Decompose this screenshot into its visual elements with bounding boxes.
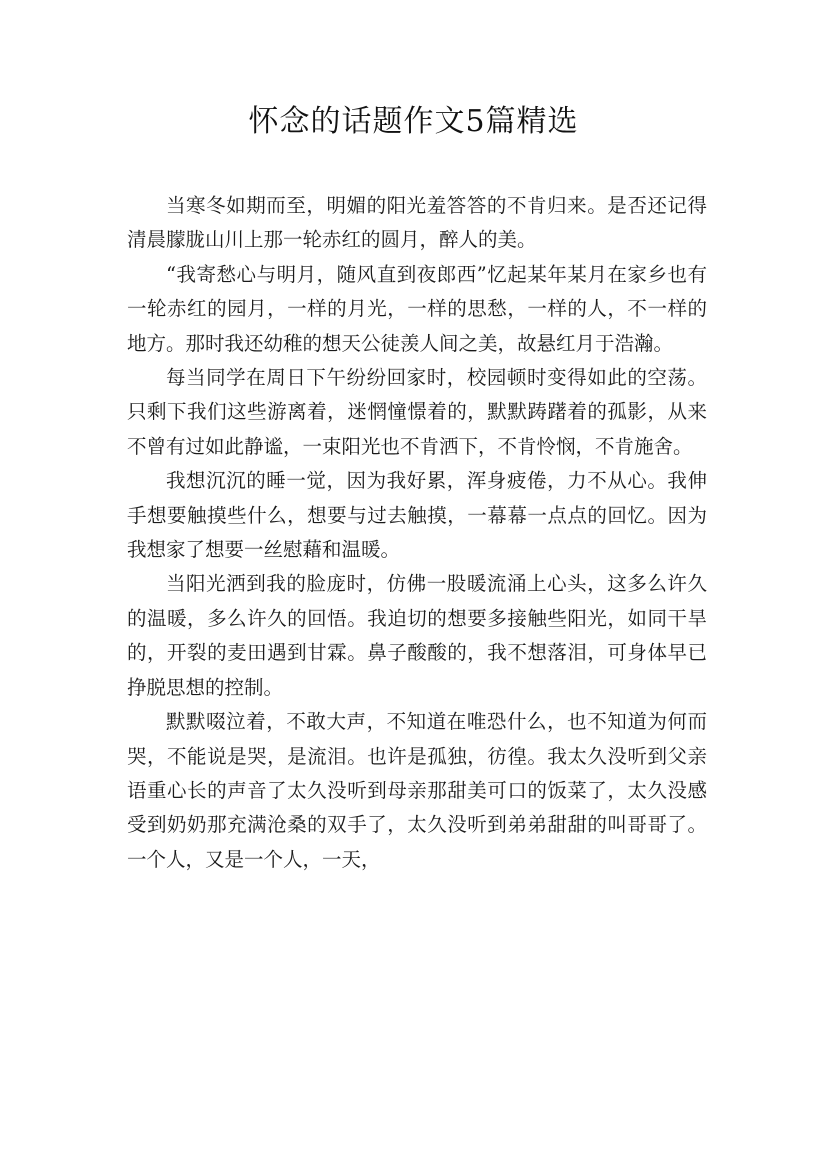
paragraph-5: 当阳光洒到我的脸庞时，仿佛一股暖流涌上心头，这多么许久的温暖，多么许久的回悟。我迫切的想要多接触些阳光，如同干旱的，开裂的麦田遇到甘霖。鼻子酸酸的，我不想落泪，可身体早已挣脱思想的控制。 — [127, 572, 707, 699]
paragraph-4: 我想沉沉的睡一觉，因为我好累，浑身疲倦，力不从心。我伸手想要触摸些什么，想要与过去触摸，一幕幕一点点的回忆。因为我想家了想要一丝慰藉和温暖。 — [127, 469, 707, 562]
paragraph-3: 每当同学在周日下午纷纷回家时，校园顿时变得如此的空荡。只剩下我们这些游离着，迷惘憧憬着的，默默踌躇着的孤影，从来不曾有过如此静谧，一束阳光也不肯洒下，不肯怜悯，不肯施舍。 — [127, 366, 707, 458]
document-body — [127, 189, 707, 877]
document-title: 怀念的话题作文5篇精选 — [248, 104, 579, 139]
paragraph-1: 当寒冬如期而至，明媚的阳光羞答答的不肯归来。是否还记得清晨朦胧山川上那一轮赤红的圆月，醉人的美。 — [127, 194, 707, 252]
paragraph-2: “我寄愁心与明月，随风直到夜郎西”忆起某年某月在家乡也有一轮赤红的园月，一样的月光，一样的思愁，一样的人，不一样的地方。那时我还幼稚的想天公徒羡人间之美，故悬红月于浩瀚。 — [127, 262, 707, 355]
paragraph-6: 默默啜泣着，不敢大声，不知道在唯恐什么，也不知道为何而哭，不能说是哭，是流泪。也许是孤独，彷徨。我太久没听到父亲语重心长的声音了太久没听到母亲那甜美可口的饭菜了，太久没感受到奶奶那充满沧桑的双手了，太久没听到弟弟甜甜的叫哥哥了。一个人，又是一个人，一天， — [127, 710, 707, 871]
